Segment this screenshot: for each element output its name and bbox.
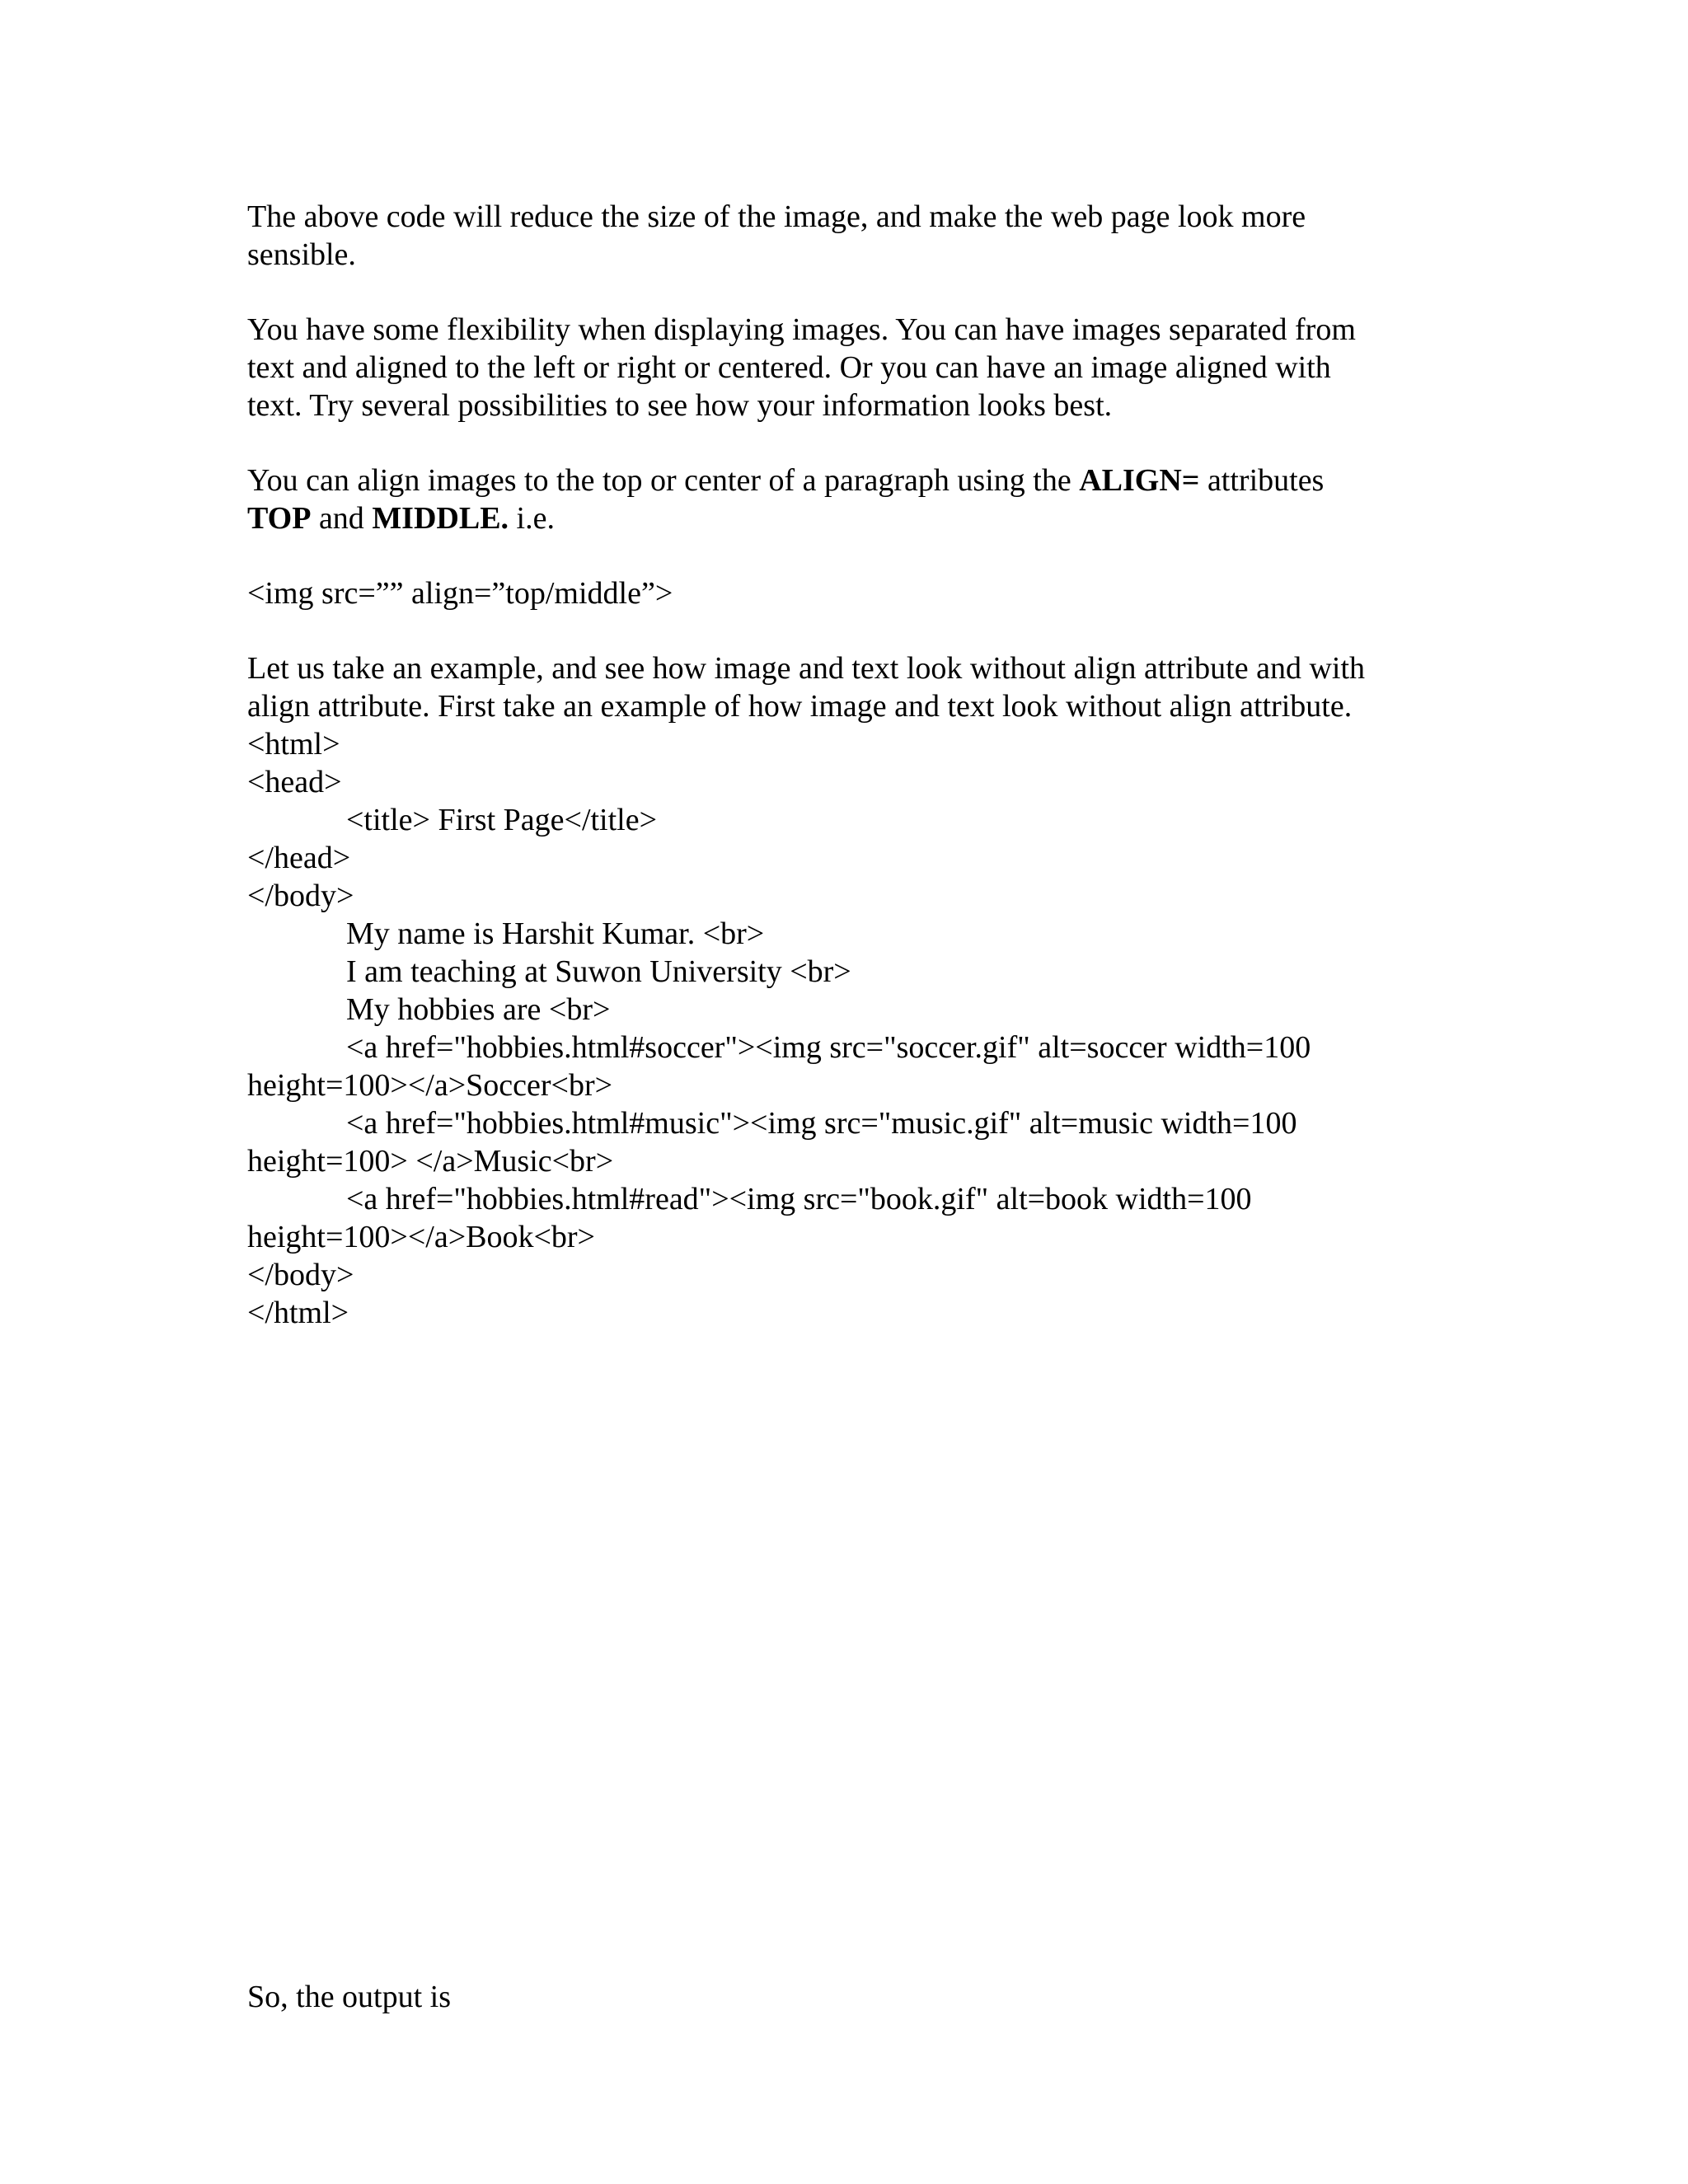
code-line: <a href="hobbies.html#soccer"><img src="soccer.gif" alt=soccer width=100: [346, 1030, 1311, 1065]
code-example-img-align: [247, 574, 1451, 612]
code-line: height=100></a>Book<br>: [247, 1220, 595, 1254]
code-line: </html>: [247, 1296, 349, 1330]
text-line: [247, 462, 1451, 499]
code-line: <html>: [247, 727, 340, 762]
text-line: sensible.: [247, 237, 356, 272]
text-run: attributes: [1199, 463, 1325, 498]
code-line: </head>: [247, 841, 351, 875]
code-line: My hobbies are <br>: [346, 992, 611, 1027]
paragraph-output-intro: [247, 1978, 1451, 2016]
paragraph-example-intro: [247, 649, 1451, 725]
code-line: </body>: [247, 1258, 354, 1292]
bold-term-top: TOP: [247, 501, 312, 536]
paragraph-flexibility: [247, 311, 1451, 424]
code-line: </body>: [247, 879, 354, 913]
code-listing: [247, 725, 1451, 1332]
code-line: height=100></a>Soccer<br>: [247, 1068, 613, 1103]
text-line: Let us take an example, and see how image and text look without align attribute and with: [247, 651, 1366, 686]
text-line: So, the output is: [247, 1980, 452, 2014]
code-line: height=100> </a>Music<br>: [247, 1144, 614, 1179]
paragraph-align-attributes: [247, 462, 1451, 537]
text-line: [247, 499, 1451, 537]
text-line: text and aligned to the left or right or centered. Or you can have an image aligned with: [247, 350, 1331, 385]
code-line: <head>: [247, 765, 342, 799]
paragraph-image-size: [247, 198, 1451, 274]
bold-term-align: ALIGN=: [1079, 463, 1200, 498]
bold-term-middle: MIDDLE.: [372, 501, 509, 536]
text-line: You have some flexibility when displaying images. You can have images separated from: [247, 312, 1356, 347]
text-run: i.e.: [509, 501, 555, 536]
code-line: <a href="hobbies.html#music"><img src="music.gif" alt=music width=100: [346, 1106, 1297, 1141]
code-line: My name is Harshit Kumar. <br>: [346, 916, 765, 951]
text-line: The above code will reduce the size of the image, and make the web page look more: [247, 199, 1306, 234]
text-line: <img src=”” align=”top/middle”>: [247, 576, 673, 611]
text-run: and: [311, 501, 373, 536]
code-line: <title> First Page</title>: [346, 803, 658, 837]
text-line: align attribute. First take an example of how image and text look without align attribute.: [247, 689, 1353, 724]
code-line: I am teaching at Suwon University <br>: [346, 954, 851, 989]
text-run: You can align images to the top or center of a paragraph using the: [247, 463, 1080, 498]
code-line: <a href="hobbies.html#read"><img src="book.gif" alt=book width=100: [346, 1182, 1252, 1216]
text-line: text. Try several possibilities to see how your information looks best.: [247, 388, 1113, 423]
